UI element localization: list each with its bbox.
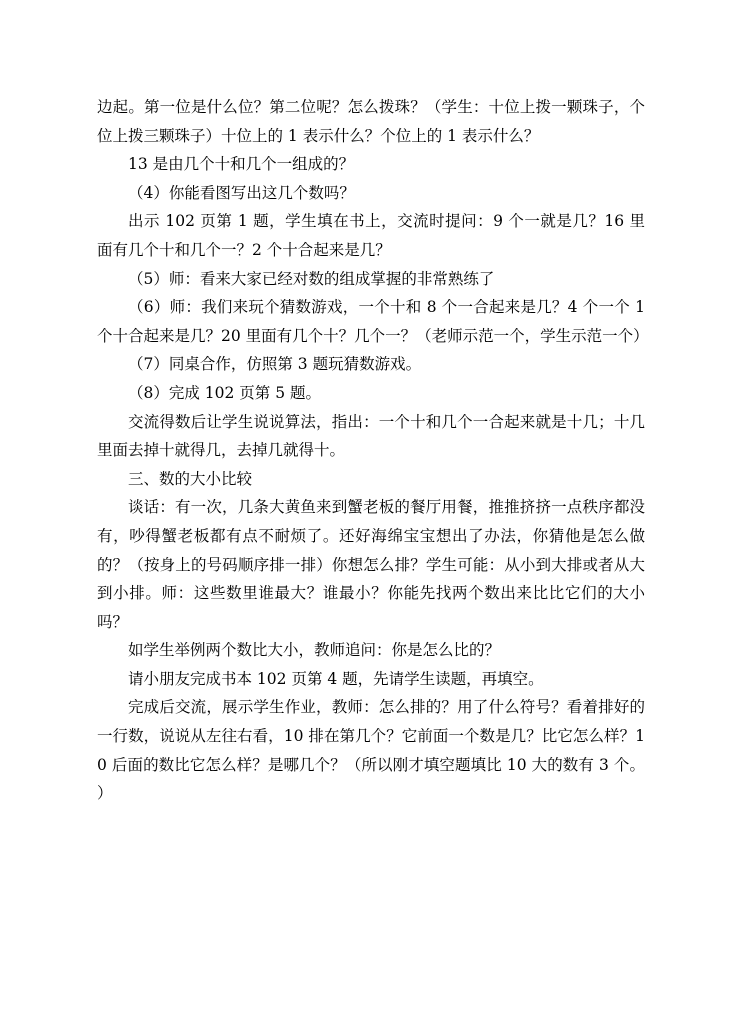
document-body (97, 93, 649, 808)
paragraph: （8）完成 102 页第 5 题。 (128, 383, 322, 402)
paragraph: 交流得数后让学生说说算法，指出：一个十和几个一合起来就是十几；十几里面去掉十就得几，去掉几就得十。 (97, 412, 645, 460)
paragraph: （6）师：我们来玩个猜数游戏，一个十和 8 个一合起来是几？4 个一个 1 个十合起来是几？20 里面有几个十？几个一？（老师示范一个，学生示范一个） (97, 298, 649, 345)
paragraph: 谈话：有一次，几条大黄鱼来到蟹老板的餐厅用餐，推推挤挤一点秩序都没有，吵得蟹老板都有点不耐烦了。还好海绵宝宝想出了办法，你猜他是怎么做的？（按身上的号码顺序排一排）你想怎么排？学生可能：从小到大排或者从大到小排。师：这些数里谁最大？谁最小？你能先找两个数出来比比它们的大小吗？ (97, 498, 645, 631)
paragraph: 13 是由几个十和几个一组成的？ (128, 155, 355, 174)
paragraph: 请小朋友完成书本 102 页第 4 题，先请学生读题，再填空。 (128, 669, 544, 688)
paragraph: 边起。第一位是什么位？第二位呢？怎么拨珠？（学生：十位上拨一颗珠子，个位上拨三颗珠子）十位上的 1 表示什么？个位上的 1 表示什么？ (97, 98, 645, 145)
paragraph: （7）同桌合作，仿照第 3 题玩猜数游戏。 (128, 355, 422, 374)
section-heading: 三、数的大小比较 (128, 469, 253, 488)
paragraph: 完成后交流，展示学生作业，教师：怎么排的？用了什么符号？看着排好的一行数，说说从左往右看，10 排在第几个？它前面一个数是几？比它怎么样？10 后面的数比它怎么样？是哪几个？（所以刚才填空题填比 10 大的数有 3 个。 ） (97, 698, 645, 803)
paragraph: （5）师：看来大家已经对数的组成掌握的非常熟练了 (128, 269, 495, 288)
paragraph: （4）你能看图写出这几个数吗？ (128, 183, 355, 202)
paragraph: 如学生举例两个数比大小，教师追问：你是怎么比的？ (128, 641, 501, 660)
paragraph: 出示 102 页第 1 题，学生填在书上，交流时提问：9 个一就是几？16 里面有几个十和几个一？2 个十合起来是几？ (97, 212, 645, 259)
